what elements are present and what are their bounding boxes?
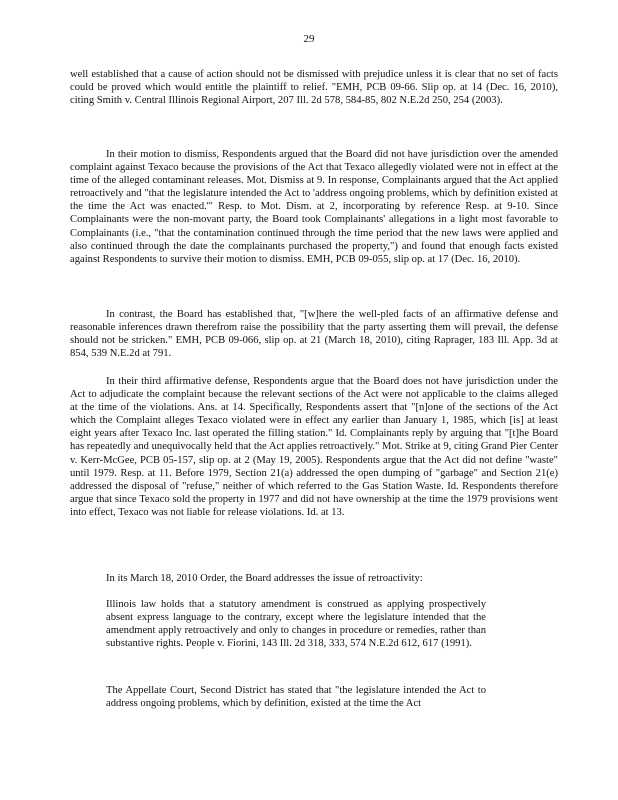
paragraph-affirmative-defense-standard: In contrast, the Board has established that, "[w]here the well-pled facts of an affirmative defense and reasonable inferences drawn therefrom raise the possibility that the party asserting them will prevail, the defense should not be stricken." EMH, PCB 09-066, slip op. at 21 (March 18, 2010), citing Raprager, 183 Ill. App. 3d at 854, 539 N.E.2d at 791. xyxy=(70,309,558,360)
paragraph-appellate-court: The Appellate Court, Second District has stated that "the legislature intended the Act to address ongoing problems, which by definition, existed at the time the Act xyxy=(106,685,486,710)
block-quote-retroactivity: Illinois law holds that a statutory amendment is construed as applying prospectively absent express language to the contrary, except where the legislature intended that the amendment apply retroactively and only to changes in procedure or remedies, rather than substantive rights. People v. Fiorini, 143 Ill. 2d 318, 333, 574 N.E.2d 612, 617 (1991). xyxy=(106,599,486,650)
paragraph-third-affirmative-defense: In their third affirmative defense, Respondents argue that the Board does not have jurisdiction under the Act to adjudicate the complaint because the relevant sections of the Act were not applicable to the claims alleged at the time of the violations. Ans. at 14. Specifically, Respondents assert that "[n]one of the sections of the Act which the Complaint alleges Texaco violated were in effect any earlier than January 1, 1985, which [is] at least eight years after Texaco Inc. last operated the filling station." Id. Complainants reply by arguing that "[t]he Board has repeatedly and unequivocally held that the Act applies retroactively." Mot. Strike at 9, citing Grand Pier Center v. Kerr-McGee, PCB 05-157, slip op. at 2 (May 19, 2005). Respondents argue that the Act did not define "waste" until 1979. Resp. at 11. Before 1979, Section 21(a) addressed the open dumping of "garbage" and Section 21(e) addressed the disposal of "refuse," neither of which referred to the Gas Station Waste. Id. Respondents therefore argue that since Texaco sold the property in 1977 and did not have ownership at the time the 1979 provisions went into effect, Texaco was not liable for release violations. Id. at 13. xyxy=(70,376,558,518)
paragraph-standard-of-dismissal: well established that a cause of action should not be dismissed with prejudice unless it is clear that no set of facts could be proved which would entitle the plaintiff to relief. "EMH, PCB 09-66. Slip op. at 14 (Dec. 16, 2010), citing Smith v. Central Illinois Regional Airport, 207 Ill. 2d 578, 584-85, 802 N.E.2d 250, 254 (2003). xyxy=(70,69,558,107)
paragraph-board-order-intro: In its March 18, 2010 Order, the Board addresses the issue of retroactivity: xyxy=(106,573,423,584)
paragraph-motion-to-dismiss: In their motion to dismiss, Respondents argued that the Board did not have jurisdiction over the amended complaint against Texaco because the provisions of the Act that Texaco allegedly violated were not in effect at the time of the alleged contaminant releases. Mot. Dismiss at 9. In response, Complainants argued that the Act applied retroactively and "that the legislature intended the Act to 'address ongoing problems, which by definition existed at the time the Act was enacted.'" Resp. to Mot. Dism. at 2, incorporating by reference Resp. at 9-10. Since Complainants were the non-movant party, the Board took Complainants' allegations in a light most favorable to Complainants (i.e., "that the contamination continued through the time period that the new laws were applied and also continued through the date the complainants purchased the property,") and found that enough facts existed against Respondents to survive their motion to dismiss. EMH, PCB 09-055, slip op. at 17 (Dec. 16, 2010). xyxy=(70,149,558,265)
page-number: 29 xyxy=(303,33,315,45)
